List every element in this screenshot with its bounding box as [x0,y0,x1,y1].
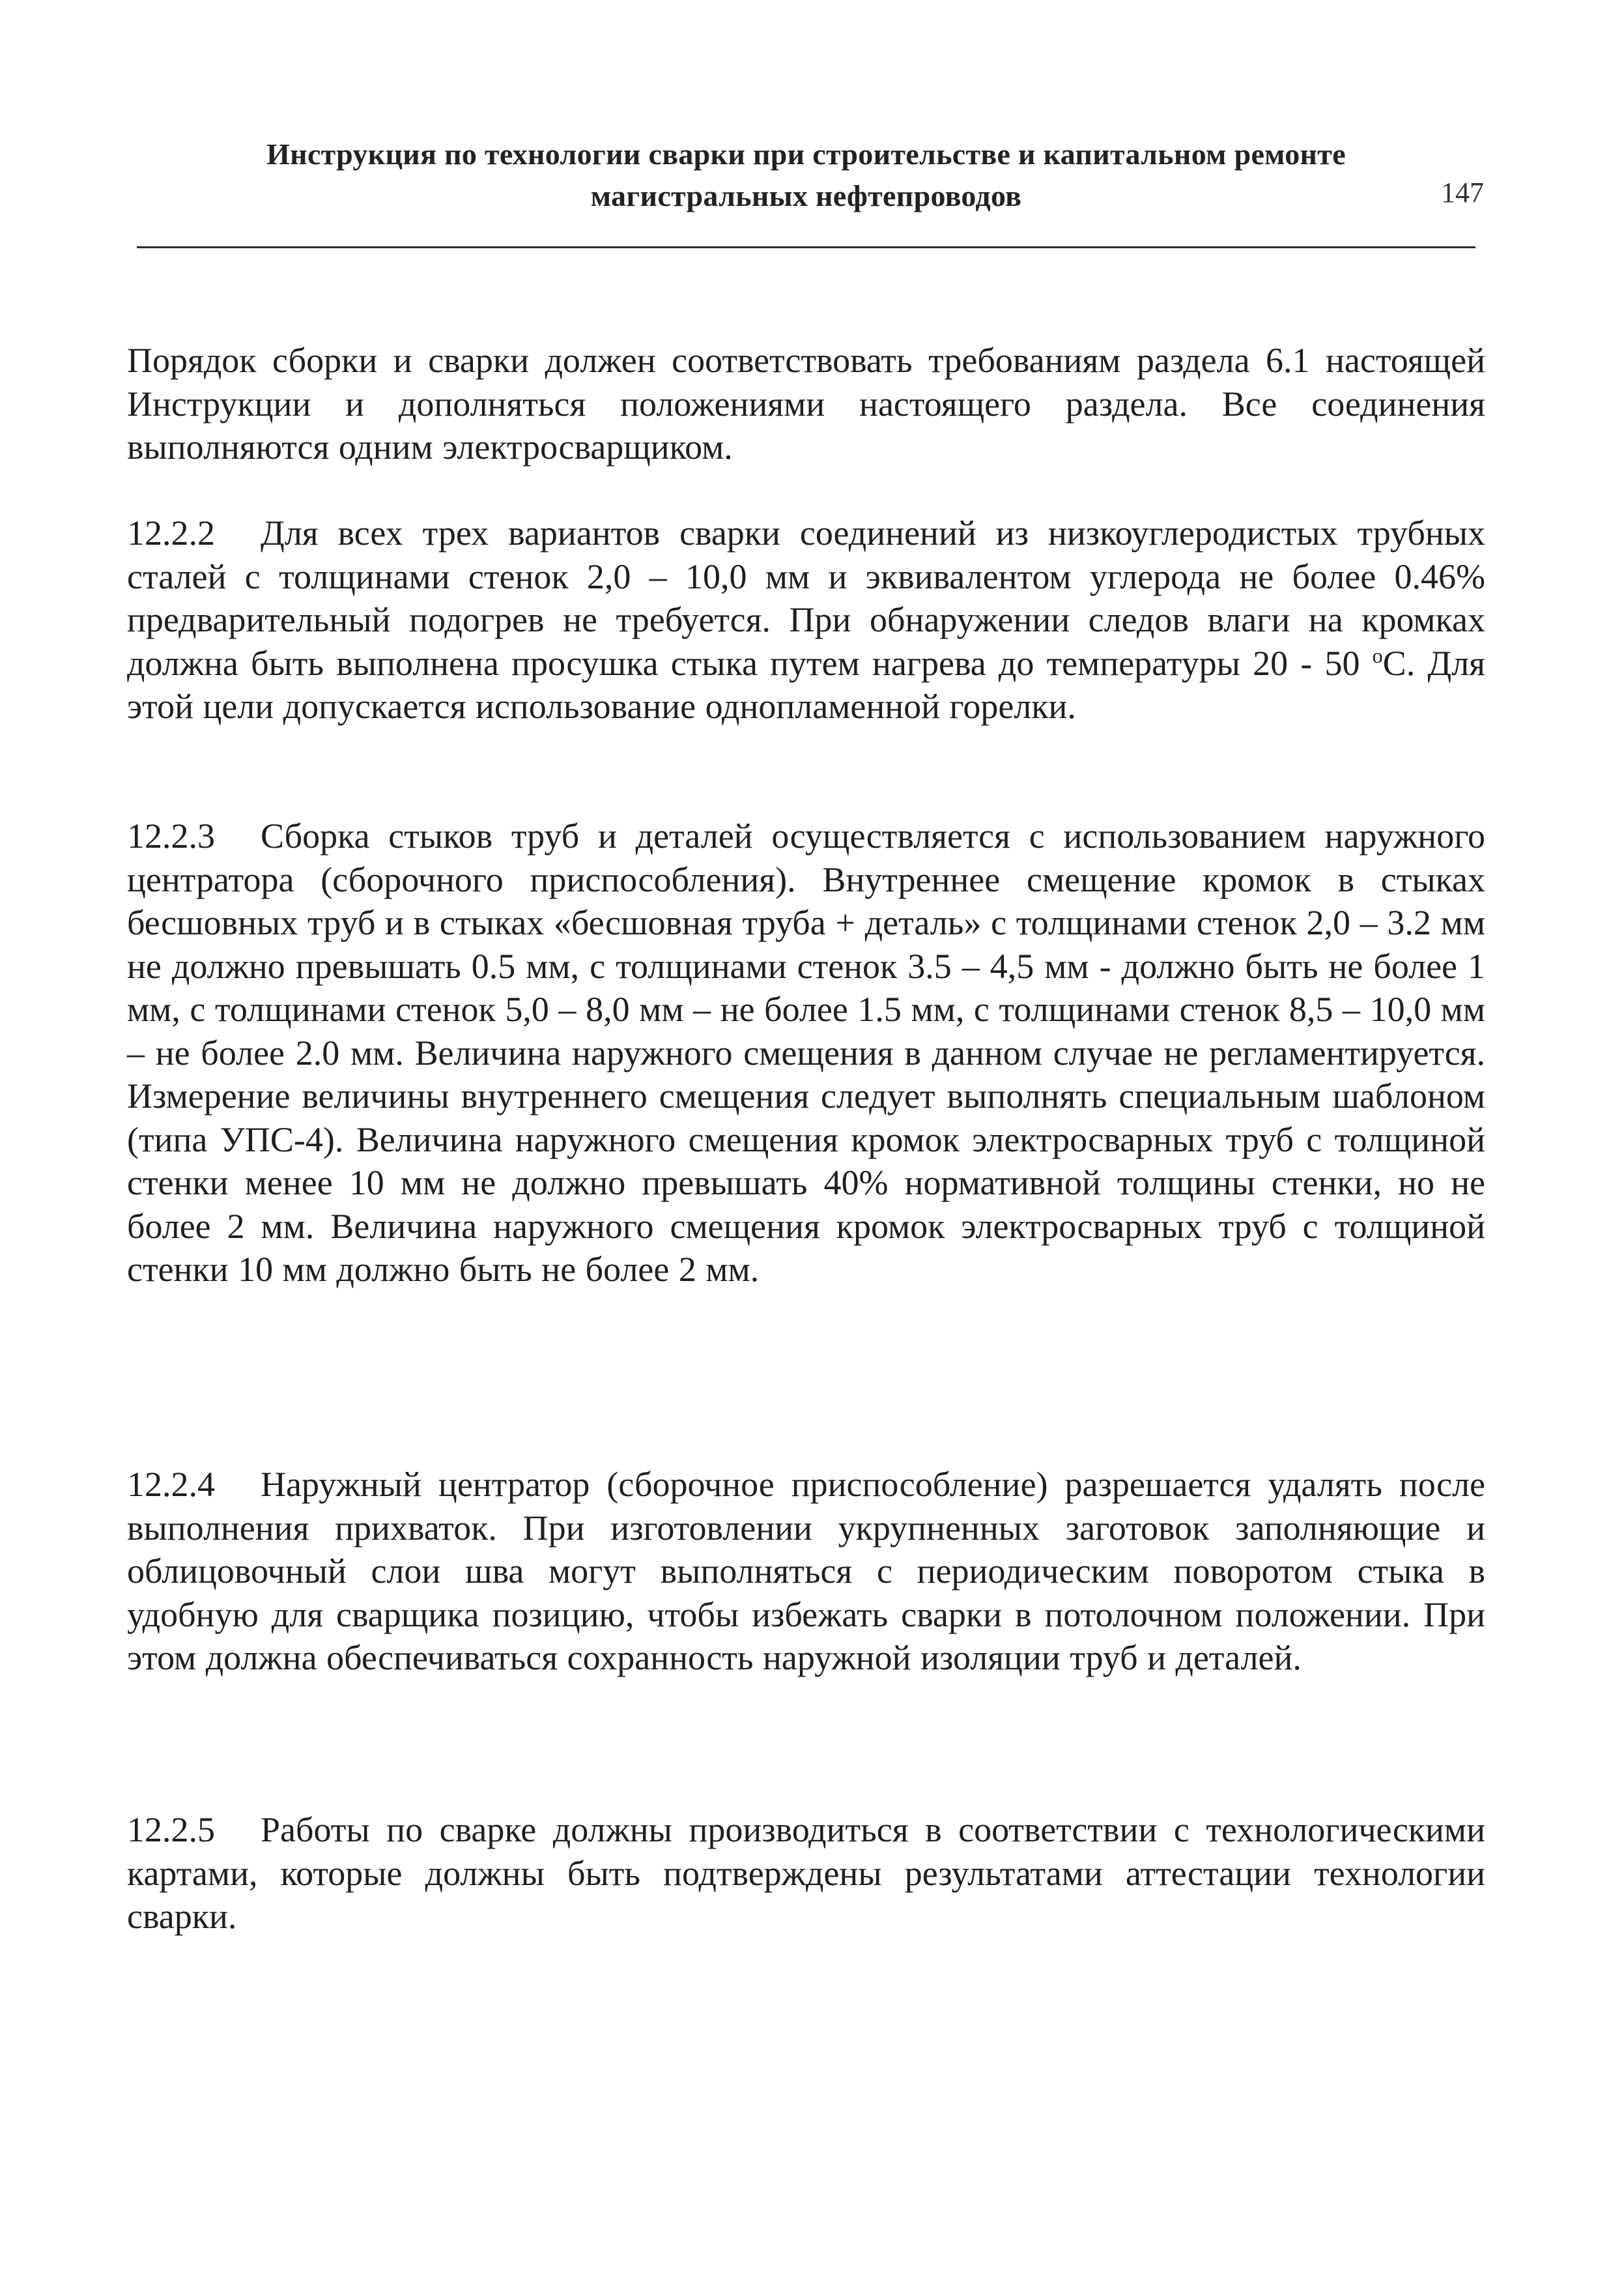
paragraph-number: 12.2.4 [127,1465,215,1504]
paragraph-number: 12.2.5 [127,1810,215,1849]
page-number: 147 [1441,177,1484,209]
degree-mark: о [1372,643,1383,667]
paragraph-number: 12.2.3 [127,816,215,856]
paragraph-text: Сборка стыков труб и деталей осуществляется с использованием наружного центратора (сборочного приспособления). Внутреннее смещение кромок в стыках бесшовных труб и в стыках «бесшовная труба + деталь» с толщинами стенок 2,0 – 3.2 мм не должно превышать 0.5 мм, с толщинами стенок 3.5 – 4,5 мм - должно быть не более 1 мм, с толщинами стенок 5,0 – 8,0 мм – не более 1.5 мм, с толщинами стенок 8,5 – 10,0 мм – не более 2.0 мм. Величина наружного смещения в данном случае не регламентируется. Измерение величины внутреннего смещения следует выполнять специальным шаблоном (типа УПС-4). Величина наружного смещения кромок электросварных труб с толщиной стенки менее 10 мм не должно превышать 40% нормативной толщины стенки, но не более 2 мм. Величина наружного смещения кромок электросварных труб с толщиной стенки 10 мм должно быть не более 2 мм. [127,816,1485,1289]
paragraph-number: 12.2.2 [127,513,215,553]
paragraph-12-2-4 [127,1463,1485,1680]
paragraph-text: Работы по сварке должны производиться в соответствии с технологическими картами, которые должны быть подтверждены результатами аттестации технологии сварки. [127,1810,1485,1936]
header-divider [137,246,1475,248]
paragraph-12-2-3 [127,814,1485,1291]
paragraph-intro-text: Порядок сборки и сварки должен соответствовать требованиям раздела 6.1 настоящей Инструкции и дополняться положениями настоящего раздела. Все соединения выполняются одним электросварщиком. [127,341,1485,467]
header-title-line-2: магистральных нефтепроводов [590,179,1022,212]
running-header [137,134,1475,217]
header-title-line-1: Инструкция по технологии сварки при строительстве и капитальном ремонте [266,137,1346,171]
paragraph-12-2-2 [127,512,1485,728]
paragraph-text: Наружный центратор (сборочное приспособление) разрешается удалять после выполнения прихваток. При изготовлении укрупненных заготовок заполняющие и облицовочный слои шва могут выполняться с периодическим поворотом стыка в удобную для сварщика позицию, чтобы избежать сварки в потолочном положении. При этом должна обеспечиваться сохранность наружной изоляции труб и деталей. [127,1465,1485,1677]
paragraph-12-2-5 [127,1808,1485,1938]
paragraph-text: Для всех трех вариантов сварки соединений из низкоуглеродистых трубных сталей с толщинами стенок 2,0 – 10,0 мм и эквивалентом углерода не более 0.46% предварительный подогрев не требуется. При обнаружении следов влаги на кромках должна быть выполнена просушка стыка путем нагрева до температуры 20 - 50 [127,513,1485,683]
paragraph-intro [127,339,1485,469]
paragraph-text-continued: С. Для этой цели допускается использование однопламенной горелки. [127,643,1485,726]
